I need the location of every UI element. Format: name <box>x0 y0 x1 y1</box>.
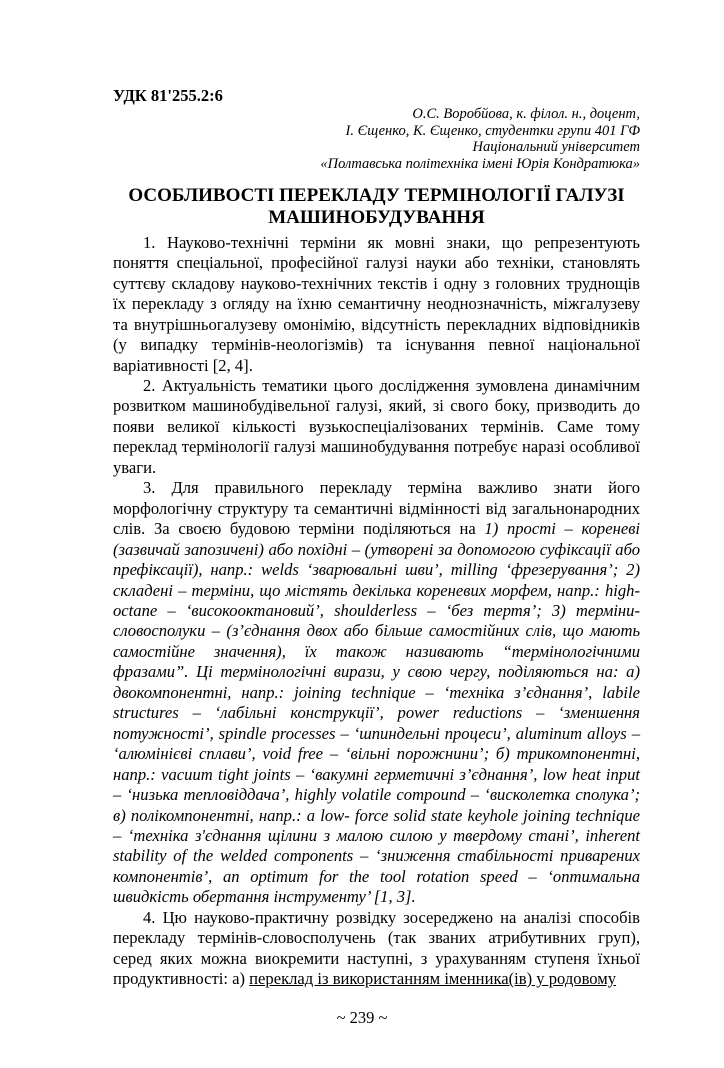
page-number: ~ 239 ~ <box>336 1007 388 1027</box>
paragraph <box>113 233 640 376</box>
article-body <box>113 233 640 990</box>
underlined-text: переклад із використанням іменника(ів) у родовому <box>249 969 617 989</box>
author-block <box>113 106 640 173</box>
text-segment: 4. Цю науково-практичну розвідку зосереджено на аналізі способів перекладу термінів-словосполучень (так званих атрибутивних груп), серед яких можна виокремити наступні, з урахуванням ступеня їхньої продуктивності: а) <box>113 907 640 989</box>
text-segment: 3. Для правильного перекладу терміна важливо знати його морфологічну структуру та семантичні відмінності від загальнонародних слів. За своєю будовою терміни поділяються на <box>113 478 640 539</box>
affiliation-line: Національний університет <box>472 139 640 156</box>
text-segment: 2. Актуальність тематики цього дослідження зумовлена динамічним розвитком машинобудівельної галузі, який, зі свого боку, призводить до появи великої кількості вузькоспеціалізованих термінів. Саме тому переклад термінології галузі машинобудування потребує наразі особливої уваги. <box>113 375 640 477</box>
paragraph <box>113 376 640 478</box>
paragraph <box>113 478 640 908</box>
udk-code: УДК 81'255.2:6 <box>113 86 223 105</box>
text-segment: 1. Науково-технічні терміни як мовні знаки, що репрезентують поняття спеціальної, професійної галузі науки або техніки, становлять суттєву складову науково-технічних текстів і одну з головних труднощів їх перекладу з огляду на їхню семантичну неоднозначність, міжгалузеву та внутрішньогалузеву омонімію, відсутність перекладних відповідників (у випадку термінів-неологізмів) та існування певної національної варіативності [2, 4]. <box>113 232 640 375</box>
paragraph <box>113 908 640 990</box>
title-line: ОСОБЛИВОСТІ ПЕРЕКЛАДУ ТЕРМІНОЛОГІЇ ГАЛУЗІ <box>128 184 625 206</box>
article-title <box>100 185 653 229</box>
title-line: МАШИНОБУДУВАННЯ <box>268 206 485 228</box>
author-line: О.С. Воробйова, к. філол. н., доцент, <box>412 106 640 122</box>
italic-text: 1) прості – кореневі (зазвичай запозичені) або похідні – (утворені за допомогою суфіксації або префіксації), напр.: welds ‘зварювальні шви’, milling ‘фрезерування’; 2) складені – терміни, що містять декілька кореневих морфем, напр.: high-octane – ‘високооктановий’, shoulderless – ‘без тертя’; 3) терміни-словосполуки – (з’єднання двох або більше самостійних слів, що мають самостійне значення), їх також називають “термінологічними фразами”. Ці термінологічні вирази, у свою чергу, поділяються на: а) двокомпонентні, напр.: joining technique – ‘техніка з’єднання’, labile structures – ‘лабільні конструкції’, power reductions – ‘зменшення потужності’, spindle processes – ‘шпиндельні процеси’, aluminum alloys – ‘алюмінієві сплави’, void free – ‘вільні порожнини’; б) трикомпонентні, напр.: vacuum tight joints – ‘вакумні герметичні з’єднання’, low heat input – ‘низька тепловіддача’, highly volatile compound – ‘висколетка сполука’; в) полікомпонентні, напр.: a low- force solid state keyhole joining technique – ‘техніка з'єднання щілини з малою силою у твердому стані’, inherent stability of the welded components – ‘зниження стабільності приварених компонентів’, an optimum for the tool rotation speed – ‘оптимальна швидкість обертання інструменту’ [1, 3]. <box>113 519 641 907</box>
affiliation-line: «Полтавська політехніка імені Юрія Кондратюка» <box>320 156 640 173</box>
author-line: І. Єщенко, К. Єщенко, студентки групи 401 ГФ <box>345 122 640 139</box>
